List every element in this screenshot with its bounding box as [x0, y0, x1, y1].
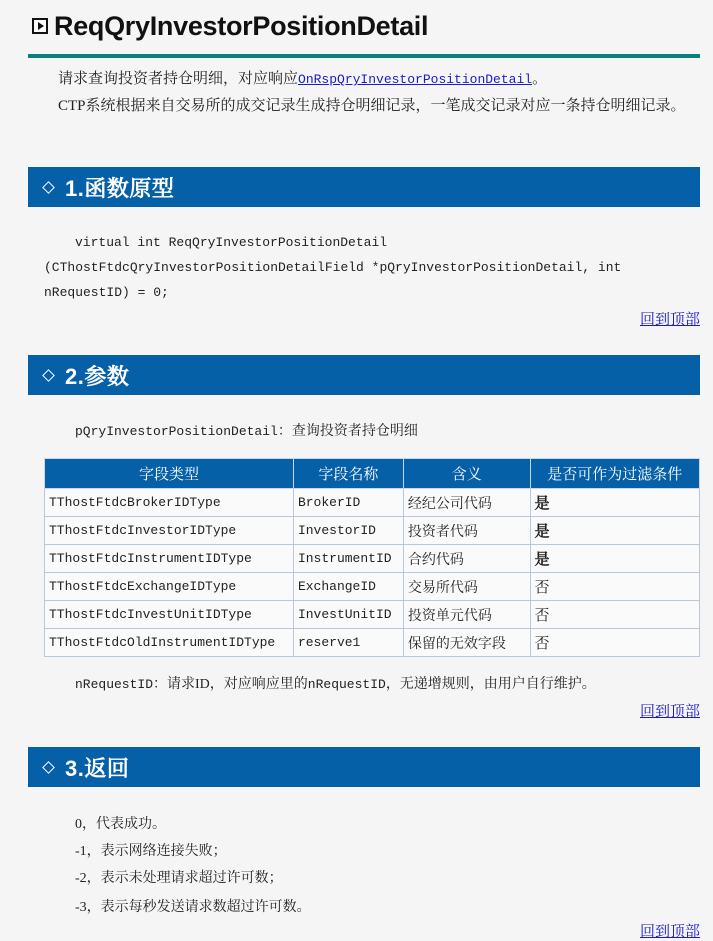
table-header-row: [45, 459, 700, 489]
section-title: 3.返回: [65, 755, 130, 781]
table-row: [45, 545, 700, 573]
page-title: ReqQryInvestorPositionDetail: [54, 10, 429, 41]
field-name: ExchangeID: [293, 573, 403, 601]
play-box-icon: [32, 18, 48, 34]
param-name: nRequestID: [307, 677, 386, 692]
table-row: [45, 601, 700, 629]
filter-flag: 是: [530, 489, 699, 517]
filter-flag: 否: [530, 573, 699, 601]
diamond-icon: [42, 369, 55, 382]
field-name: InvestorID: [293, 517, 403, 545]
section-header-prototype: [28, 167, 700, 207]
field-type: TThostFtdcOldInstrumentIDType: [45, 629, 294, 657]
intro-text: 请求查询投资者持仓明细，对应响应: [58, 71, 299, 87]
response-link[interactable]: OnRspQryInvestorPositionDetail: [298, 72, 533, 87]
param-desc: ：查询投资者持仓明细: [277, 424, 418, 439]
back-to-top-link[interactable]: 回到顶部: [639, 704, 700, 720]
return-value: -1，表示网络连接失败；: [75, 844, 227, 859]
prototype-line: nRequestID) = 0;: [44, 285, 169, 300]
column-header: 字段名称: [293, 459, 403, 489]
field-name: reserve1: [293, 629, 403, 657]
param-name: nRequestID: [75, 677, 154, 692]
table-row: [45, 517, 700, 545]
intro-suffix: 。: [532, 71, 548, 87]
section-title: 1.函数原型: [65, 175, 175, 201]
field-name: BrokerID: [293, 489, 403, 517]
param-description: [75, 420, 418, 440]
table-row: [45, 489, 700, 517]
field-meaning: 投资者代码: [403, 517, 530, 545]
diamond-icon: [42, 761, 55, 774]
section-header-returns: [28, 747, 700, 787]
field-type: TThostFtdcInvestorIDType: [45, 517, 294, 545]
diamond-icon: [42, 181, 55, 194]
back-to-top-link[interactable]: 回到顶部: [639, 312, 700, 328]
field-name: InvestUnitID: [293, 601, 403, 629]
field-meaning: 投资单元代码: [403, 601, 530, 629]
request-id-description: [75, 673, 596, 693]
column-header: 字段类型: [45, 459, 294, 489]
filter-flag: 是: [530, 517, 699, 545]
field-type: TThostFtdcBrokerIDType: [45, 489, 294, 517]
prototype-line: virtual int ReqQryInvestorPositionDetail: [75, 235, 388, 250]
param-desc: ：请求ID，对应响应里的: [153, 677, 308, 692]
fields-table: [44, 458, 700, 657]
field-name: InstrumentID: [293, 545, 403, 573]
table-row: [45, 573, 700, 601]
column-header: 是否可作为过滤条件: [530, 459, 699, 489]
title-divider: [28, 54, 700, 58]
section-title: 2.参数: [65, 363, 130, 389]
field-meaning: 经纪公司代码: [403, 489, 530, 517]
field-type: TThostFtdcInvestUnitIDType: [45, 601, 294, 629]
field-meaning: 合约代码: [403, 545, 530, 573]
filter-flag: 否: [530, 601, 699, 629]
column-header: 含义: [403, 459, 530, 489]
function-prototype: [44, 230, 694, 305]
param-desc: ，无递增规则，由用户自行维护。: [385, 677, 596, 692]
field-type: TThostFtdcExchangeIDType: [45, 573, 294, 601]
filter-flag: 是: [530, 545, 699, 573]
title-row: [32, 6, 428, 46]
filter-flag: 否: [530, 629, 699, 657]
prototype-line: (CThostFtdcQryInvestorPositionDetailField *pQryInvestorPositionDetail, int: [44, 260, 622, 275]
return-value: -3，表示每秒发送请求数超过许可数。: [75, 900, 311, 915]
back-to-top-link[interactable]: 回到顶部: [639, 924, 700, 940]
section-header-params: [28, 355, 700, 395]
intro-paragraph-2: CTP系统根据来自交易所的成交记录生成持仓明细记录，一笔成交记录对应一条持仓明细记录。: [58, 98, 686, 114]
table-row: [45, 629, 700, 657]
return-value: -2，表示未处理请求超过许可数；: [75, 871, 283, 886]
intro-paragraph-1: [28, 66, 700, 93]
field-meaning: 保留的无效字段: [403, 629, 530, 657]
field-type: TThostFtdcInstrumentIDType: [45, 545, 294, 573]
return-value: 0，代表成功。: [75, 817, 166, 832]
param-name: pQryInvestorPositionDetail: [75, 424, 278, 439]
field-meaning: 交易所代码: [403, 573, 530, 601]
